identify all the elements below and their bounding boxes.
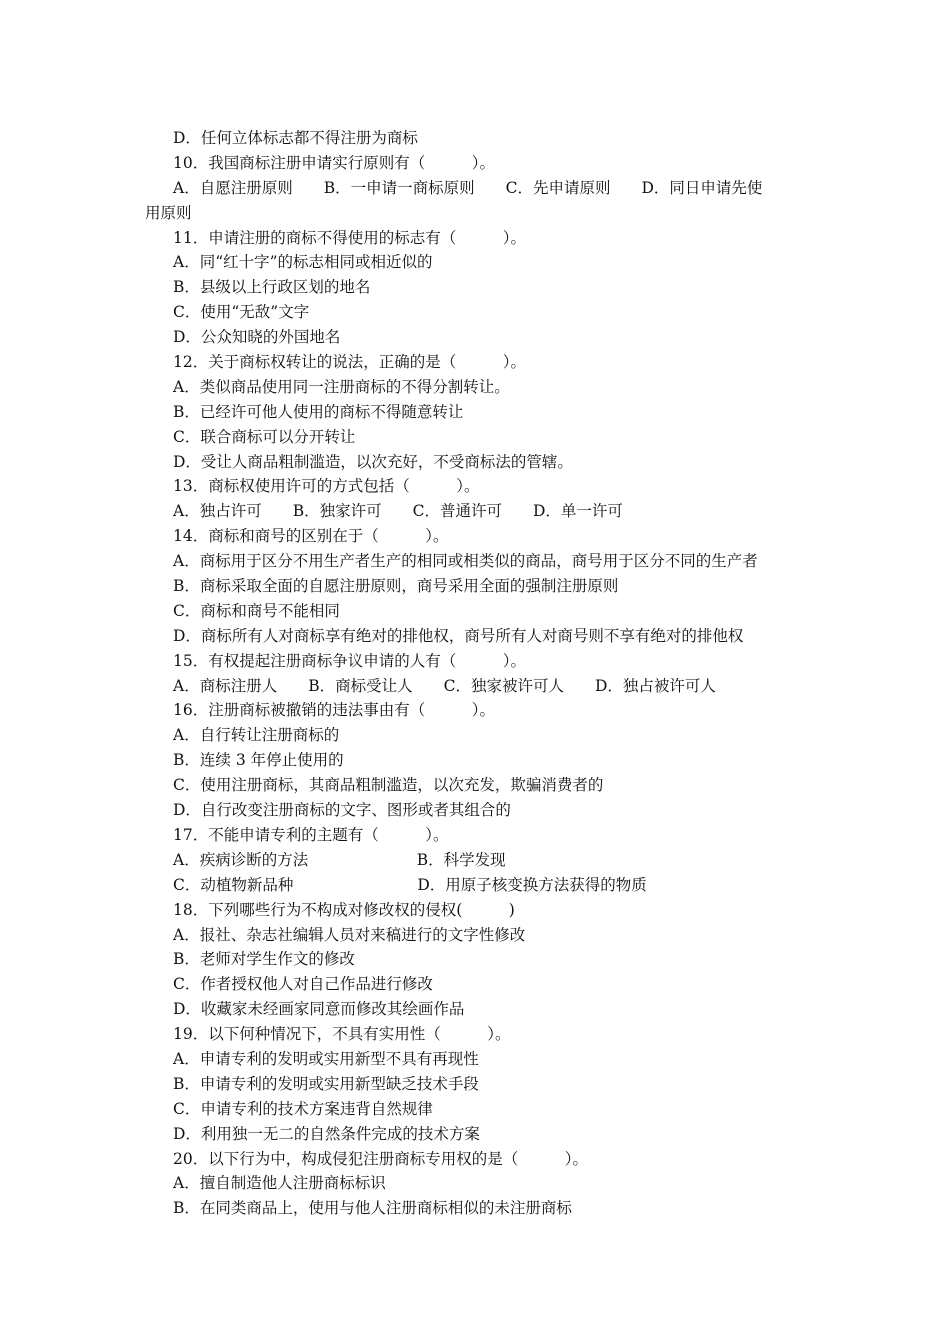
text-line: D．任何立体标志都不得注册为商标 (173, 129, 418, 147)
text-line: C．申请专利的技术方案违背自然规律 (173, 1099, 433, 1118)
text-line: C．联合商标可以分开转让 (173, 427, 356, 446)
text-line: B．在同类商品上，使用与他人注册商标相似的未注册商标 (173, 1199, 572, 1218)
text-line: B．老师对学生作文的修改 (173, 950, 355, 969)
text-line: A．自愿注册原则 B．一申请一商标原则 C．先申请原则 D．同日申请先使 (173, 178, 763, 197)
text-line: A．商标用于区分不用生产者生产的相同或相类似的商品，商号用于区分不同的生产者 (173, 552, 758, 571)
text-line: A．自行转让注册商标的 (173, 726, 340, 745)
text-line: 20．以下行为中，构成侵犯注册商标专用权的是（ ）。 (173, 1149, 588, 1168)
text-line: A．疾病诊断的方法 B．科学发现 (173, 850, 506, 869)
text-line: 14．商标和商号的区别在于（ ）。 (173, 527, 449, 546)
text-line: A．擅自制造他人注册商标标识 (173, 1174, 386, 1193)
text-line: C．使用“无敌”文字 (173, 303, 310, 322)
text-line: 13．商标权使用许可的方式包括（ ）。 (173, 477, 480, 496)
text-line: D．自行改变注册商标的文字、图形或者其组合的 (173, 801, 511, 820)
text-line: C．动植物新品种 D．用原子核变换方法获得的物质 (173, 875, 647, 894)
text-line: 17．不能申请专利的主题有（ ）。 (173, 825, 449, 844)
text-line: D．公众知晓的外国地名 (173, 328, 341, 347)
text-line: B．申请专利的发明或实用新型缺乏技术手段 (173, 1074, 479, 1093)
text-line: D．受让人商品粗制滥造，以次充好，不受商标法的管辖。 (173, 452, 573, 471)
text-line: D．利用独一无二的自然条件完成的技术方案 (173, 1124, 480, 1143)
text-line: D．商标所有人对商标享有绝对的排他权，商号所有人对商号则不享有绝对的排他权 (173, 626, 744, 645)
text-line: B．已经许可他人使用的商标不得随意转让 (173, 402, 464, 421)
text-line: A．商标注册人 B．商标受让人 C．独家被许可人 D．独占被许可人 (173, 676, 716, 695)
text-line: A．同“红十字”的标志相同或相近似的 (173, 253, 433, 272)
text-line: A．类似商品使用同一注册商标的不得分割转让。 (173, 377, 510, 396)
text-line: 19．以下何种情况下，不具有实用性（ ）。 (173, 1025, 511, 1044)
text-line: A．申请专利的发明或实用新型不具有再现性 (173, 1049, 479, 1068)
text-line: 用原则 (145, 203, 192, 222)
text-line: 11．申请注册的商标不得使用的标志有（ ）。 (173, 228, 526, 247)
question-list (145, 126, 815, 1221)
text-line: B．连续 3 年停止使用的 (173, 751, 344, 770)
text-line: 10．我国商标注册申请实行原则有（ ）。 (173, 153, 495, 172)
text-line: D．收藏家未经画家同意而修改其绘画作品 (173, 1000, 465, 1019)
text-line: C．使用注册商标，其商品粗制滥造，以次充发，欺骗消费者的 (173, 776, 604, 795)
text-line: A．独占许可 B．独家许可 C．普通许可 D．单一许可 (173, 502, 623, 521)
text-line: 18．下列哪些行为不构成对修改权的侵权( ) (173, 900, 515, 919)
text-line: B．县级以上行政区划的地名 (173, 278, 371, 297)
text-line: A．报社、杂志社编辑人员对来稿进行的文字性修改 (173, 925, 526, 944)
text-line: C．商标和商号不能相同 (173, 601, 340, 620)
text-line: 12．关于商标权转让的说法，正确的是（ ）。 (173, 353, 526, 372)
text-line: B．商标采取全面的自愿注册原则，商号采用全面的强制注册原则 (173, 577, 619, 596)
text-line: 16．注册商标被撤销的违法事由有（ ）。 (173, 701, 495, 720)
text-line: 15．有权提起注册商标争议申请的人有（ ）。 (173, 651, 526, 670)
text-line: C．作者授权他人对自己作品进行修改 (173, 975, 433, 994)
